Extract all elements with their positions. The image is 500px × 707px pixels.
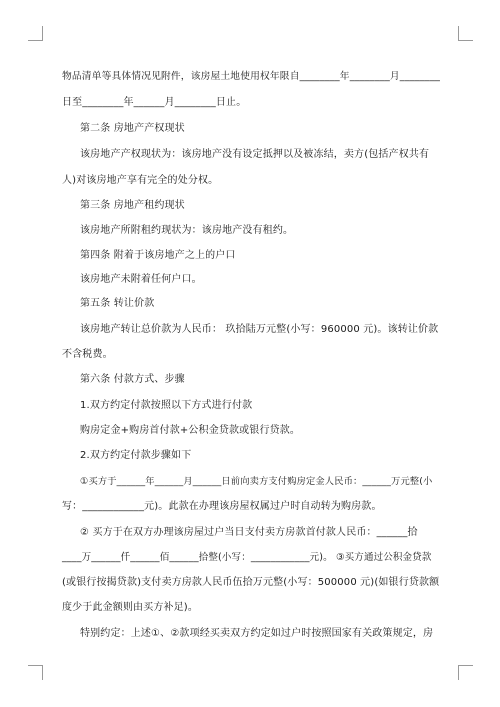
article-heading: 第五条 转让价款 bbox=[80, 298, 155, 309]
text-line: 特别约定：上述①、②款项经买卖双方约定如过户时按照国家有关政策规定，房 bbox=[80, 628, 434, 639]
article-heading: 第四条 附着于该房地产之上的户口 bbox=[80, 250, 236, 261]
text-line: 不含税费。 bbox=[62, 349, 113, 360]
text-line: 1.双方约定付款按照以下方式进行付款 bbox=[80, 400, 253, 411]
text-line: ____万______仟______佰______拾整(小写：____________元)。 ③买方通过公积金贷款 bbox=[62, 552, 432, 563]
text-line: 人)对该房地产享有完全的处分权。 bbox=[62, 175, 219, 186]
crop-mark-top-left bbox=[28, 26, 43, 41]
text-line: 日至________年______月________日止。 bbox=[62, 97, 247, 108]
crop-mark-top-right bbox=[458, 26, 473, 41]
crop-mark-bottom-left bbox=[28, 665, 43, 680]
text-line: ①买方于______年______月______日前向卖方支付购房定金人民币：______万元整(小 bbox=[80, 476, 433, 487]
text-line: 物品清单等具体情况见附件，该房屋土地使用权年限自________年________月________ bbox=[62, 71, 440, 82]
article-heading: 第三条 房地产租约现状 bbox=[80, 200, 185, 211]
article-heading: 第六条 付款方式、步骤 bbox=[80, 374, 185, 385]
text-line: 度少于此金额则由买方补足)。 bbox=[62, 602, 199, 613]
text-line: 写：____________元)。此款在办理该房屋权属过户时自动转为购房款。 bbox=[62, 501, 382, 512]
crop-mark-bottom-right bbox=[458, 665, 473, 680]
text-line: 该房地产产权现状为：该房地产没有设定抵押以及被冻结，卖方(包括产权共有 bbox=[80, 149, 430, 160]
text-line: 该房地产转让总价款为人民币： 玖拾陆万元整(小写：960000 元)。该转让价款 bbox=[80, 324, 439, 335]
text-line: 该房地产所附租约现状为：该房地产没有租约。 bbox=[80, 225, 294, 236]
text-line: 该房地产未附着任何户口。 bbox=[80, 274, 202, 285]
article-heading: 第二条 房地产产权现状 bbox=[80, 123, 185, 134]
text-line: (或银行按揭贷款)支付卖方房款人民币伍拾万元整(小写：500000 元)(如银行贷款额 bbox=[62, 577, 440, 588]
text-line: 购房定金+购房首付款+公积金贷款或银行贷款。 bbox=[80, 425, 301, 436]
text-line: 2.双方约定付款步骤如下 bbox=[80, 450, 192, 461]
text-line: ② 买方于在双方办理该房屋过户当日支付卖方房款首付款人民币：______拾 bbox=[80, 527, 418, 538]
